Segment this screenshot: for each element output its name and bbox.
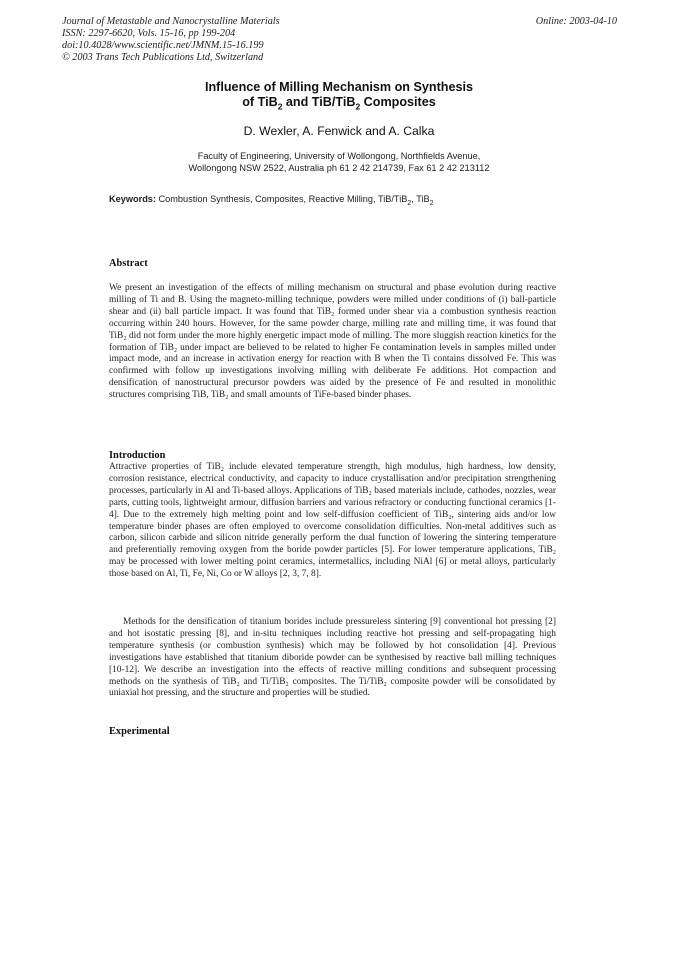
journal-line: doi:10.4028/www.scientific.net/JMNM.15-16.199	[62, 40, 264, 51]
abstract-heading: Abstract	[109, 258, 148, 269]
keywords: Keywords: Combustion Synthesis, Composites, Reactive Milling, TiB/TiB$_2$, TiB$_2$	[109, 194, 434, 207]
authors: D. Wexler, A. Fenwick and A. Calka	[243, 124, 435, 138]
affiliation-line: Faculty of Engineering, University of Wollongong, Northfields Avenue,	[197, 151, 481, 161]
title-line-1: Influence of Milling Mechanism on Synthesis	[204, 80, 473, 94]
journal-line: Journal of Metastable and Nanocrystalline Materials	[62, 16, 280, 27]
paper-title	[0, 80, 678, 115]
keywords-label: Keywords:	[109, 194, 156, 204]
journal-info	[62, 16, 280, 64]
journal-line: © 2003 Trans Tech Publications Ltd, Switzerland	[62, 52, 264, 63]
abstract-text: We present an investigation of the effects of milling mechanism on structural and phase evolution during reactive milling of Ti and B. Using the magneto-milling technique, powders were milled under conditions of (i) ball-particle shear and (ii) ball particle impact. It was found that TiB₂ formed under shear via a combustion synthesis reaction occurring within 240 hours. However, for the same powder charge, milling rate and milling time, it was found that TiB₂ did not form under the more highly energetic impact mode of milling. The more sluggish reaction kinetics for the formation of TiB₂ under impact are believed to be related to higher Fe contamination levels in samples milled under impact mode, and an increase in activation energy for reaction with B when the Ti contains dissolved Fe. This was confirmed with follow up investigations involving milling with deliberate Fe additions. Hot compaction and densification of nanostructural precursor powders was aided by the presence of Fe and resulted in monolithic structures comprising TiB, TiB₂ and small amounts of TiFe-based binder phases.	[109, 283, 556, 401]
experimental-heading: Experimental	[109, 726, 170, 737]
introduction-paragraph-2: Methods for the densification of titanium borides include pressureless sintering [9] conventional hot pressing [2] and hot isostatic pressing [8], and in-situ techniques including reactive hot pressing and self-propagating high temperature synthesis (or combustion synthesis) which may be followed by hot consolidation [4]. Previous investigations have established that titanium diboride powder can be synthesised by reactive ball milling techniques [10-12]. We describe an investigation into the effects of reactive milling conditions and subsequent processing methods on the synthesis of TiB₂ and Ti/TiB₂ composites. The Ti/TiB₂ composite powder will be consolidated by uniaxial hot pressing, and the structure and properties will be studied.	[109, 617, 556, 699]
affiliation	[0, 150, 678, 174]
online-date: Online: 2003-04-10	[535, 16, 617, 27]
journal-line: ISSN: 2297-6620, Vols. 15-16, pp 199-204	[62, 28, 236, 39]
title-line-2: of TiB$_2$ and TiB/TiB$_2$ Composites	[242, 95, 436, 112]
affiliation-line: Wollongong NSW 2522, Australia ph 61 2 42 214739, Fax 61 2 42 213112	[188, 163, 490, 173]
introduction-heading: Introduction	[109, 450, 166, 461]
introduction-paragraph-1: Attractive properties of TiB₂ include elevated temperature strength, high modulus, high hardness, low density, corrosion resistance, electrical conductivity, and capacity to induce crystallisation and/or precipitation strengthening processes, particularly in Al and Ti-based alloys. Applications of TiB₂ based materials include, cathodes, nozzles, wear parts, cutting tools, lightweight armour, diffusion barriers and various refractory or conducting functional ceramics [1-4]. Due to the extremely high melting point and low self-diffusion coefficient of TiB₂, sintering aids and/or low temperature binder phases are often employed to overcome consolidation difficulties. Non-metal additives such as carbon, silicon carbide and silicon nitride generally perform the dual function of lowering the sintering temperature and preferentially removing oxygen from the boride powder particles [5]. For lower temperature applications, TiB₂ may be processed with lower melting point ceramics, intermetallics, including NiAl [6] or metal alloys, particularly those based on Al, Ti, Fe, Ni, Co or W alloys [2, 3, 7, 8].	[109, 462, 556, 580]
